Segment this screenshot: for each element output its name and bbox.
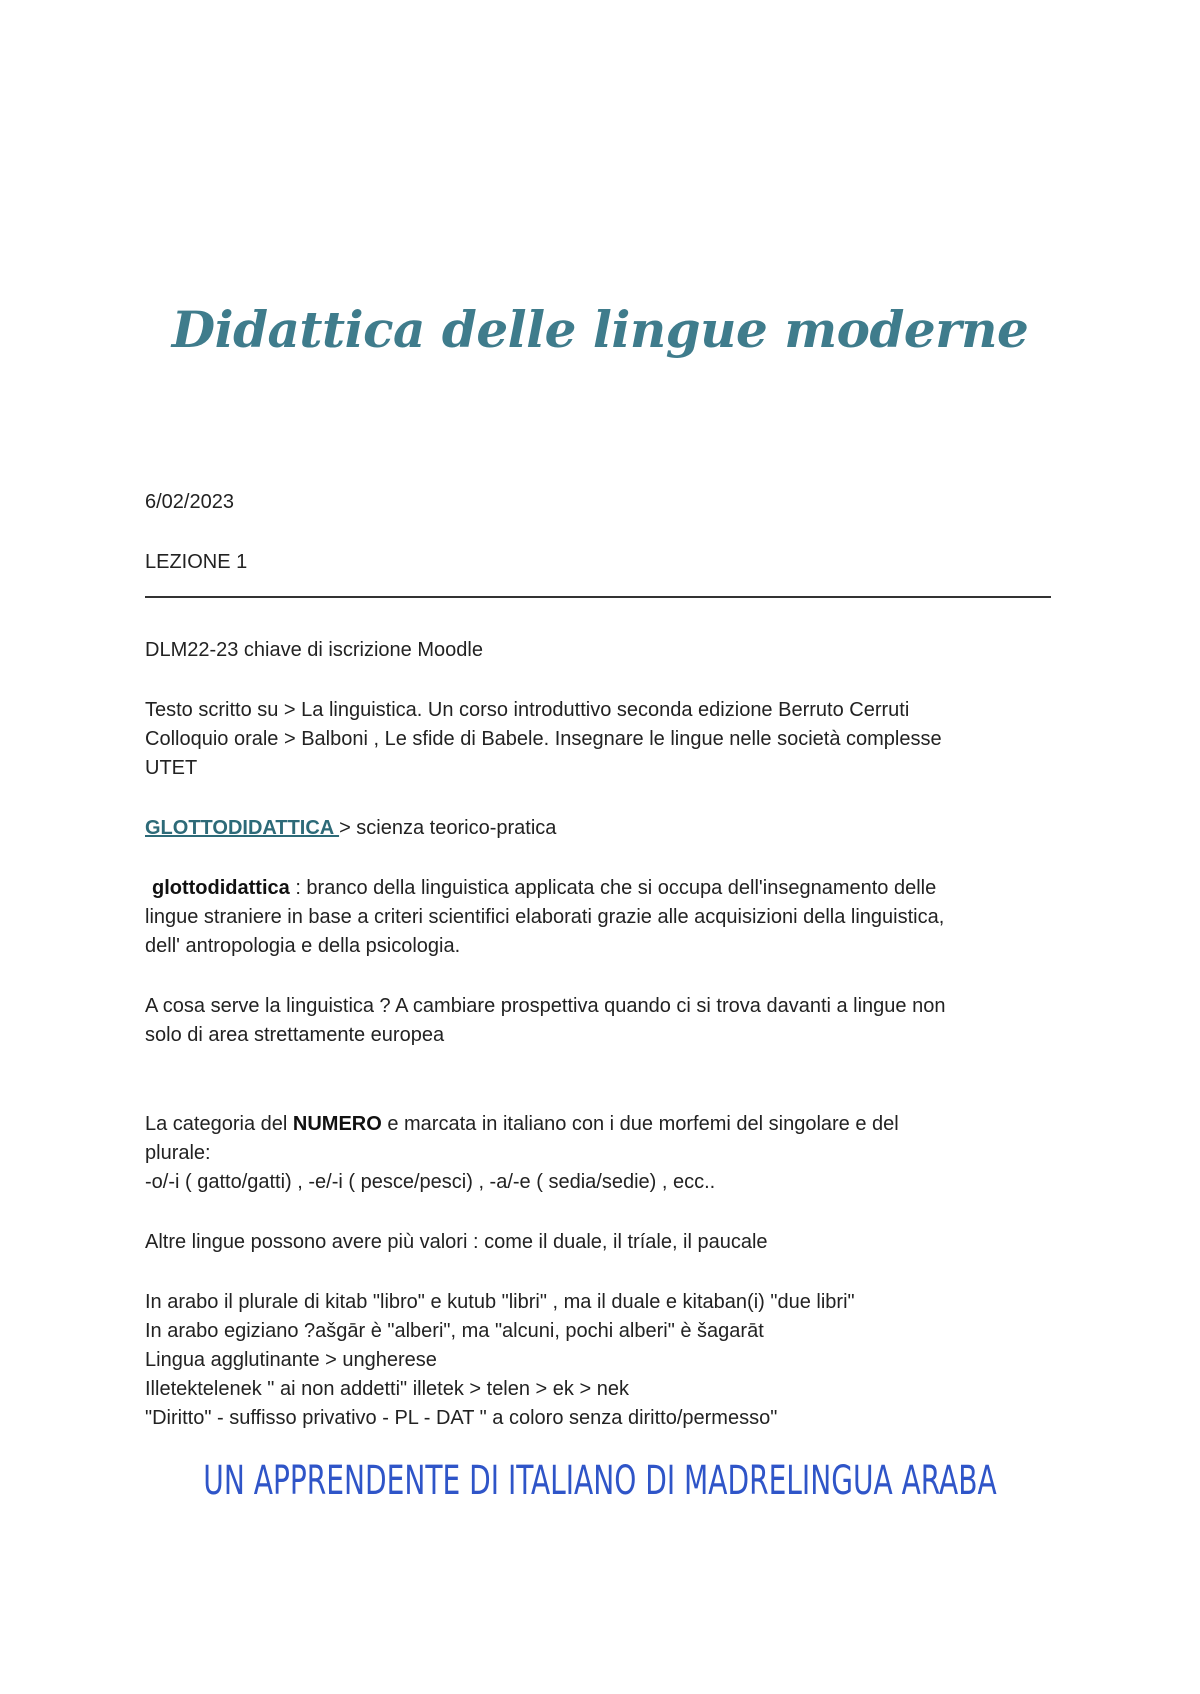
glotto-heading-rest: > scienza teorico-pratica (339, 817, 557, 839)
example-line: In arabo egiziano ?ašgār è "alberi", ma "alcuni, pochi alberi" è šagarāt (145, 1320, 764, 1342)
numero-line: plurale: (145, 1142, 211, 1164)
separator-line (145, 596, 1051, 598)
lesson-heading: LEZIONE 1 (145, 551, 248, 573)
handwritten-note: UN APPRENDENTE DI ITALIANO DI MADRELINGUA ARABA (203, 1458, 997, 1504)
purpose-line: A cosa serve la linguistica ? A cambiare prospettiva quando ci si trova davanti a lingue non (145, 995, 946, 1017)
numero-line (145, 1110, 1065, 1139)
example-line: In arabo il plurale di kitab "libro" e kutub "libri" , ma il duale e kitaban(i) "due libri" (145, 1291, 855, 1313)
definition-line: lingue straniere in base a criteri scientifici elaborati grazie alle acquisizioni della linguistica, (145, 906, 945, 928)
example-line: "Diritto" - suffisso privativo - PL - DAT " a coloro senza diritto/permesso" (145, 1407, 778, 1429)
definition-text: : branco della linguistica applicata che si occupa dell'insegnamento delle (289, 877, 937, 899)
text-line: Colloquio orale > Balboni , Le sfide di Babele. Insegnare le lingue nelle società complesse (145, 728, 942, 750)
document-title: Didattica delle lingue moderne (171, 300, 1029, 359)
definition-line: dell' antropologia e della psicologia. (145, 935, 461, 957)
glottodidattica-link[interactable]: GLOTTODIDATTICA (145, 817, 340, 839)
glotto-heading (145, 814, 1065, 843)
numero-after: e marcata in italiano con i due morfemi del singolare e del (381, 1113, 899, 1135)
numero-before: La categoria del (145, 1113, 293, 1135)
example-line: Illetektelenek " ai non addetti" illetek > telen > ek > nek (145, 1378, 629, 1400)
other-values: Altre lingue possono avere più valori : come il duale, il tríale, il paucale (145, 1231, 768, 1253)
definition-term: glottodidattica (152, 877, 290, 899)
definition-line (145, 874, 1065, 903)
purpose-line: solo di area strettamente europea (145, 1024, 445, 1046)
numero-line: -o/-i ( gatto/gatti) , -e/-i ( pesce/pesci) , -a/-e ( sedia/sedie) , ecc.. (145, 1171, 716, 1193)
numero-term: NUMERO (292, 1113, 382, 1135)
moodle-key: DLM22-23 chiave di iscrizione Moodle (145, 639, 483, 661)
text-line: Testo scritto su > La linguistica. Un corso introduttivo seconda edizione Berruto Cerruti (145, 699, 910, 721)
example-line: Lingua agglutinante > ungherese (145, 1349, 437, 1371)
text-line: UTET (145, 757, 198, 779)
date: 6/02/2023 (145, 491, 234, 513)
